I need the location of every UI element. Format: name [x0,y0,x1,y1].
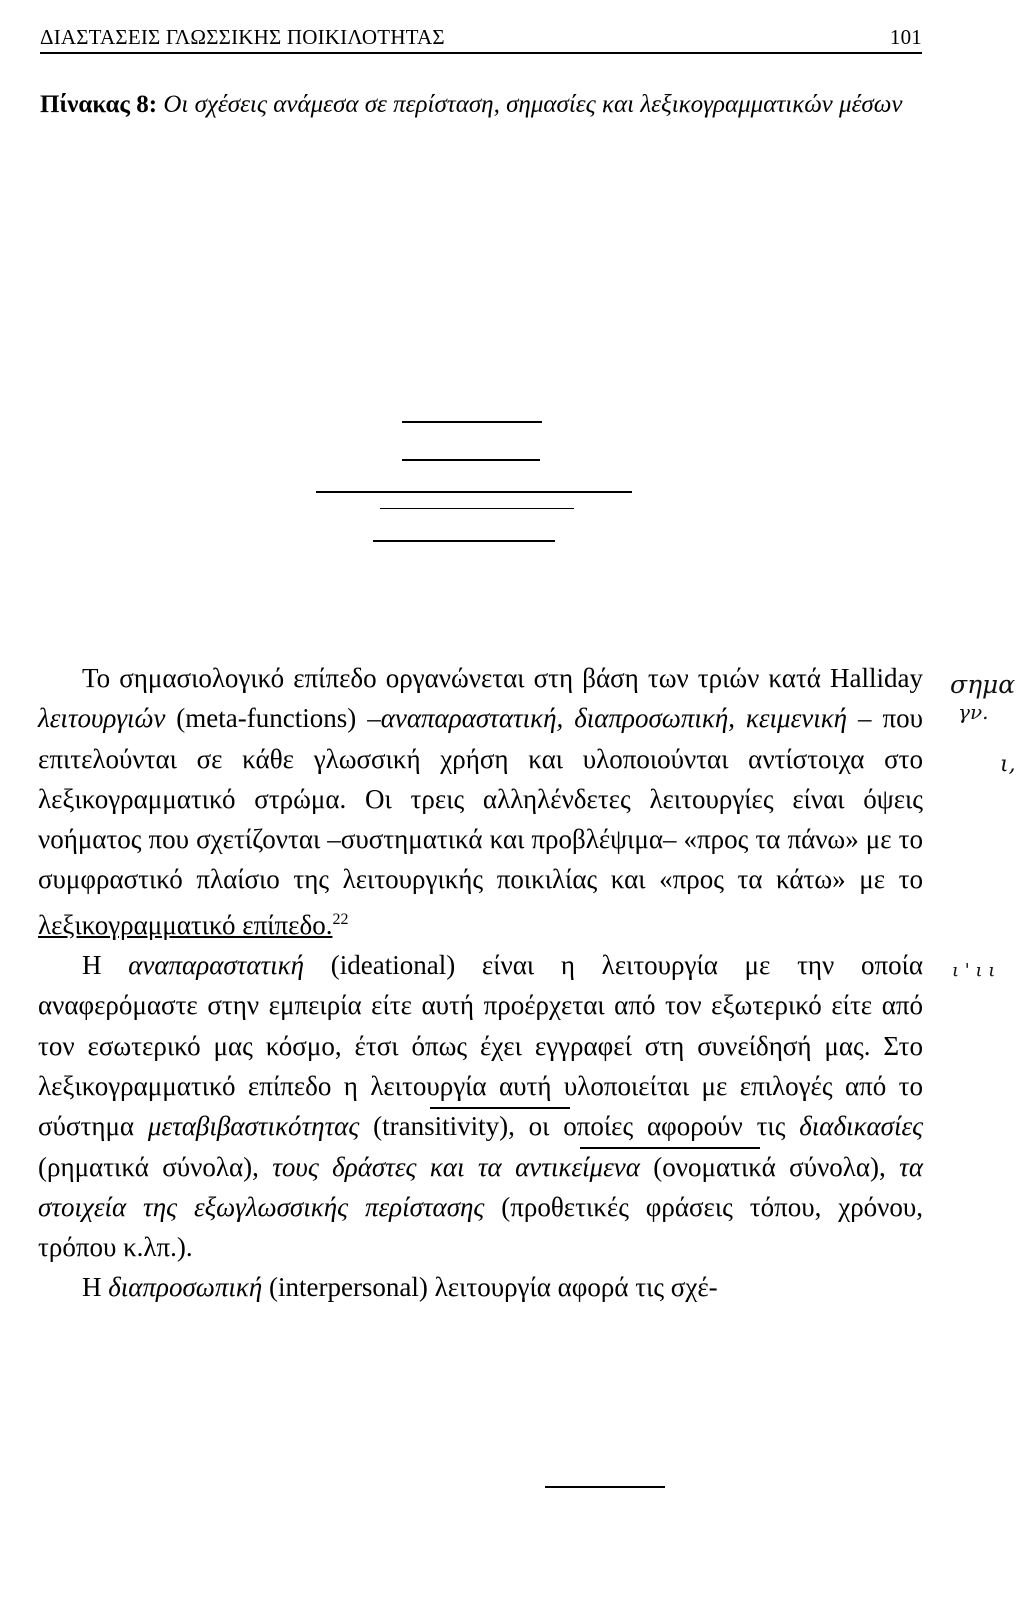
table-rule [373,540,555,542]
pen-mark [430,1107,570,1109]
body-text [38,658,923,1308]
table-rule [316,491,632,493]
paragraph-interpersonal [38,1267,923,1307]
table-rule [402,459,540,461]
text-run: (meta-functions) – [176,703,381,734]
text-run: (ρηματικά σύνολα), [38,1151,259,1182]
emphasis-functions: λειτουργιών [38,703,166,734]
text-run: (transitivity), οι οποίες αφορούν τις [373,1111,786,1142]
table-rule [402,421,542,423]
running-title: ΔΙΑΣΤΑΣΕΙΣ ΓΛΩΣΣΙΚΗΣ ΠΟΙΚΙΛΟΤΗΤΑΣ [40,25,445,49]
emphasis-transitivity: μεταβιβαστικότητας [147,1111,360,1142]
pen-mark [580,1147,760,1149]
text-run: (προθετικές φράσεις τόπου, χρόνου, τρόπου κ.λπ.). [38,1191,923,1263]
table-rule [380,508,574,509]
margin-note: σημα [950,670,1016,699]
emphasis-actors: τους δράστες και τα αντικείμενα [272,1151,640,1182]
emphasis-function-list: αναπαραστατική, διαπροσωπική, κειμενική [380,703,848,734]
table-label: Πίνακας 8: [40,91,158,118]
paragraph-semantic-level [38,658,923,945]
text-run: – που επιτελούνται σε κάθε γλωσσική χρήση και υλοποιούνται αντίστοιχα στο λεξικογραμματικό στρώμα. Οι τρεις αλληλένδετες λειτουργίες είναι όψεις νοήματος που σχετίζονται –συστηματικά και προβλέψιμα– «προς τα πάνω» με το συμφραστικό πλαίσιο της λειτουργικής ποικιλίας και «προς τα κάτω» με το [38,703,924,895]
margin-note: ι ' ι ι [952,960,996,981]
text-run: (ideational) είναι η λειτουργία με την οποία αναφερόμαστε στην εμπειρία είτε αυτή προέρχεται από τον εξωτερικό είτε από τον εσωτερικό μας κόσμο, έτσι όπως έχει εγγραφεί στη συνείδησή μας. Στο λεξικογραμματικό επίπεδο η λειτουργία αυτή υλοποιείται με επιλογές από το σύστημα [38,950,923,1142]
footnote-ref: 22 [332,910,349,928]
emphasis-interpersonal: διαπροσωπική [108,1272,263,1303]
margin-note: γν. [958,700,989,724]
underlined-phrase: λεξικογραμματικό επίπεδο. [38,909,333,940]
pen-mark [545,1486,665,1488]
text-run: Η [82,1272,102,1303]
text-run: Το σημασιολογικό επίπεδο οργανώνεται στη βάση των τριών κατά Halliday [82,663,923,693]
emphasis-ideational: αναπαραστατική [128,950,305,981]
table-caption [40,86,920,123]
table-caption-text: Οι σχέσεις ανάμεσα σε περίσταση, σημασίες και λεξικογραμματικών μέσων [163,91,903,118]
text-run: (interpersonal) λειτουργία αφορά τις σχέ- [268,1272,718,1303]
running-header [40,22,922,54]
text-run: Η [82,950,102,981]
text-run: (ονοματικά σύνολα), [653,1151,886,1182]
emphasis-processes: διαδικασίες [799,1111,924,1142]
emphasis-circumstances: τα στοιχεία της εξωγλωσσικής περίστασης [38,1151,924,1222]
page-number: 101 [889,25,922,49]
margin-note: ι, [1000,752,1016,777]
